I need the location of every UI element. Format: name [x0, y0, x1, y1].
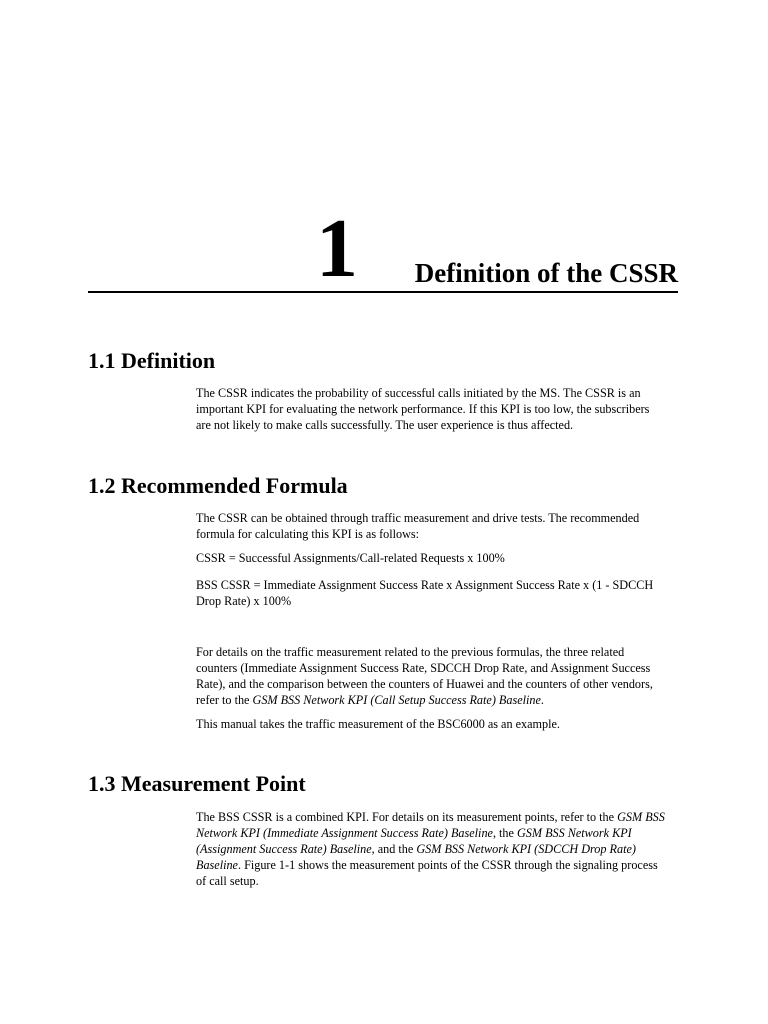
section-1-2-title: 1.2 Recommended Formula — [88, 473, 348, 498]
bss-cssr-formula: BSS CSSR = Immediate Assignment Success Rate x Assignment Success Rate x (1 - SDCCH Drop Rate) x 100% — [196, 578, 654, 608]
cssr-formula: CSSR = Successful Assignments/Call-related Requests x 100% — [196, 551, 505, 565]
section-1-2-paragraph-details — [196, 644, 666, 708]
measurement-text-b: , the — [492, 826, 517, 840]
measurement-text-a: The BSS CSSR is a combined KPI. For details on its measurement points, refer to the — [196, 810, 618, 824]
chapter-title: Definition of the CSSR — [414, 258, 678, 288]
section-1-2-paragraph-intro: The CSSR can be obtained through traffic measurement and drive tests. The recommended formula for calculating this KPI is as follows: — [196, 511, 640, 541]
baseline-reference-sdcch-drop: GSM BSS Network KPI (SDCCH Drop Rate) Baseline — [196, 842, 636, 872]
details-text-end: . — [540, 693, 544, 707]
section-1-3-paragraph — [196, 809, 666, 889]
baseline-reference-call-setup: GSM BSS Network KPI (Call Setup Success Rate) Baseline — [252, 693, 541, 707]
baseline-reference-immediate-assignment: GSM BSS Network KPI (Immediate Assignment Success Rate) Baseline — [196, 810, 665, 840]
section-1-1-paragraph: The CSSR indicates the probability of successful calls initiated by the MS. The CSSR is an important KPI for evaluating the network performance. If this KPI is too low, the subscribers are not likely to make calls successfully. The user experience is thus affected. — [196, 386, 650, 432]
section-1-1-title: 1.1 Definition — [88, 348, 216, 373]
baseline-reference-assignment: GSM BSS Network KPI (Assignment Success Rate) Baseline — [196, 826, 632, 856]
section-1-3-title: 1.3 Measurement Point — [88, 771, 306, 796]
measurement-text-d: . Figure 1-1 shows the measurement points of the CSSR through the signaling process of call setup. — [196, 858, 658, 888]
chapter-header — [88, 202, 678, 295]
measurement-text-c: , and the — [371, 842, 417, 856]
details-text: For details on the traffic measurement related to the previous formulas, the three related counters (Immediate Assignment Success Rate, SDCCH Drop Rate, and Assignment Success Rate), and the comparison between the counters of Huawei and the counters of other vendors, refer to the — [196, 645, 653, 707]
chapter-number: 1 — [316, 202, 358, 295]
section-1-2-paragraph-example: This manual takes the traffic measurement of the BSC6000 as an example. — [196, 717, 560, 731]
